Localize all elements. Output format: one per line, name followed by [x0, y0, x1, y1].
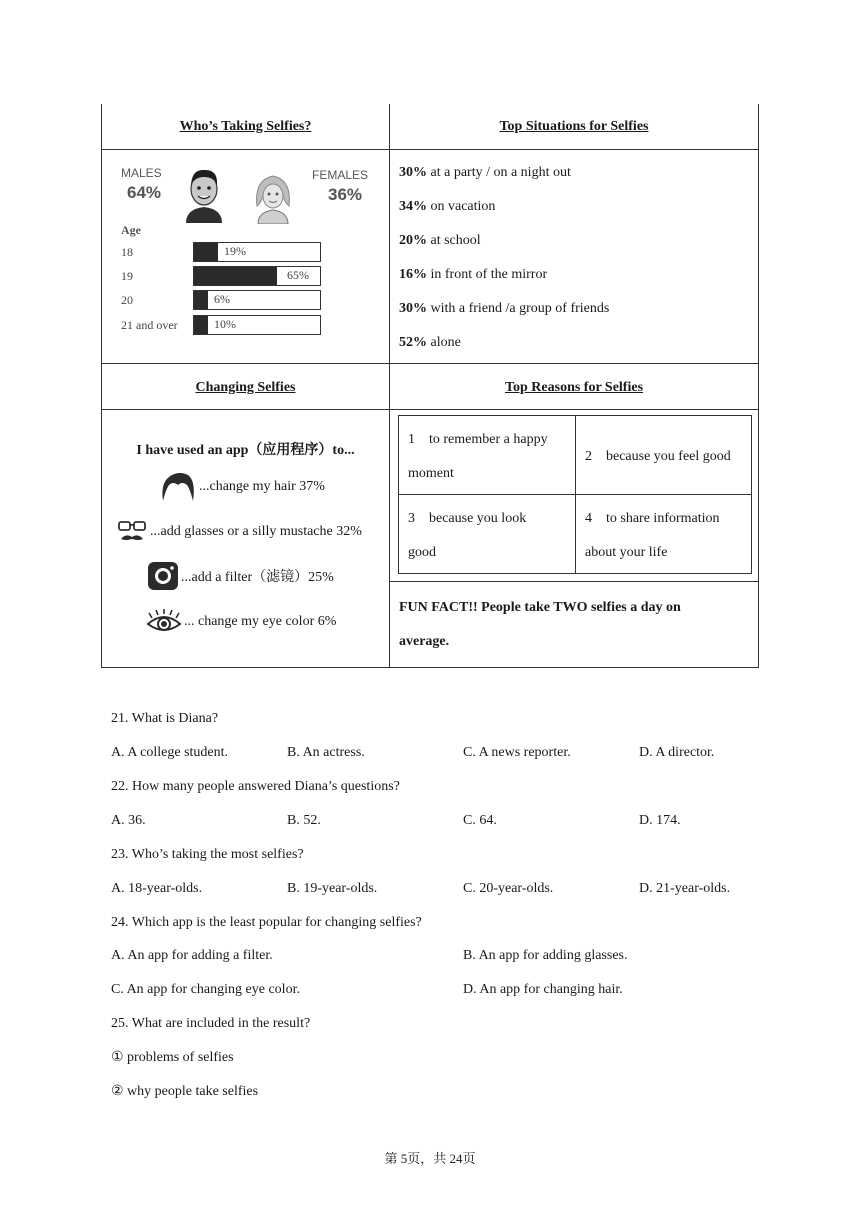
- app-use-text: ...add glasses or a silly mustache 32%: [150, 524, 362, 539]
- app-use-text: ... change my eye color 6%: [184, 614, 337, 629]
- option-22-b[interactable]: B. 52.: [287, 813, 321, 828]
- males-pct: 64%: [127, 183, 162, 202]
- age-bar-label: 18: [121, 245, 133, 259]
- item-25-2[interactable]: ② why people take selfies: [111, 1084, 259, 1099]
- age-bar-pct: 19%: [224, 244, 246, 258]
- situation-item: [399, 165, 571, 181]
- age-bar-fill: [194, 316, 208, 334]
- age-bar-pct: 65%: [287, 268, 309, 282]
- option-22-a[interactable]: A. 36.: [111, 813, 146, 828]
- reason-4: [585, 502, 720, 570]
- reason-number: 2: [585, 449, 592, 464]
- age-bar-label: 20: [121, 293, 133, 307]
- situation-text: on vacation: [430, 199, 496, 214]
- age-bar-pct: 6%: [214, 292, 230, 306]
- app-use-text: ...add a filter（滤镜）25%: [181, 570, 334, 585]
- table-rule: [101, 149, 759, 150]
- question-23: 23. Who’s taking the most selfies?: [111, 847, 304, 862]
- situation-text: at school: [430, 233, 481, 248]
- option-23-b[interactable]: B. 19-year-olds.: [287, 881, 378, 896]
- question-21: 21. What is Diana?: [111, 711, 219, 726]
- situation-pct: 30%: [399, 165, 427, 180]
- app-use-eye: [146, 608, 336, 636]
- reason-number: 3: [408, 511, 415, 526]
- males-label: MALES: [121, 166, 162, 180]
- reason-1: [408, 423, 548, 491]
- age-bar-label: 19: [121, 269, 133, 283]
- app-use-glasses: [117, 519, 362, 545]
- situation-item: [399, 335, 461, 351]
- page-footer: 第 5页，共 24页: [384, 1151, 476, 1166]
- reason-text: moment: [408, 466, 454, 481]
- situation-text: in front of the mirror: [430, 267, 548, 282]
- table-rule: [101, 409, 759, 410]
- female-avatar-icon: [252, 172, 294, 224]
- age-bar-fill: [194, 267, 277, 285]
- option-23-d[interactable]: D. 21-year-olds.: [639, 881, 731, 896]
- age-bar-pct: 10%: [214, 317, 236, 331]
- situation-pct: 34%: [399, 199, 427, 214]
- females-label: FEMALES: [312, 168, 369, 182]
- option-24-a[interactable]: A. An app for adding a filter.: [111, 948, 273, 963]
- changing-header: Changing Selfies: [195, 380, 296, 395]
- who-header: Who’s Taking Selfies?: [179, 119, 312, 134]
- reason-number: 4: [585, 511, 592, 526]
- fun-fact-line: average.: [399, 634, 450, 649]
- glasses-mustache-icon: [117, 519, 147, 545]
- age-label: Age: [121, 223, 141, 237]
- situation-text: alone: [430, 335, 461, 350]
- fun-fact: [399, 591, 681, 659]
- option-23-c[interactable]: C. 20-year-olds.: [463, 881, 554, 896]
- situation-text: at a party / on a night out: [430, 165, 571, 180]
- option-21-d[interactable]: D. A director.: [639, 745, 715, 760]
- situation-item: [399, 301, 609, 317]
- situations-header: Top Situations for Selfies: [499, 119, 649, 134]
- app-intro: I have used an app（应用程序）to...: [136, 443, 355, 458]
- option-22-c[interactable]: C. 64.: [463, 813, 497, 828]
- question-22: 22. How many people answered Diana’s questions?: [111, 779, 400, 794]
- table-rule: [389, 581, 759, 582]
- reason-text: to remember a happy: [429, 432, 548, 447]
- reason-text: good: [408, 545, 436, 560]
- app-use-text: ...change my hair 37%: [199, 479, 325, 494]
- reasons-header: Top Reasons for Selfies: [504, 380, 644, 395]
- females-pct: 36%: [328, 185, 363, 204]
- table-rule: [101, 363, 759, 364]
- age-bar: [193, 266, 321, 286]
- eye-icon: [146, 608, 182, 636]
- option-24-d[interactable]: D. An app for changing hair.: [463, 982, 623, 997]
- situation-pct: 16%: [399, 267, 427, 282]
- situation-item: [399, 199, 495, 215]
- table-border-bottom: [101, 667, 759, 668]
- reason-text: because you feel good: [606, 449, 731, 464]
- situation-pct: 20%: [399, 233, 427, 248]
- reason-2: [585, 440, 731, 474]
- situation-item: [399, 267, 547, 283]
- reason-text: to share information: [606, 511, 720, 526]
- option-21-b[interactable]: B. An actress.: [287, 745, 365, 760]
- option-24-b[interactable]: B. An app for adding glasses.: [463, 948, 628, 963]
- male-avatar-icon: [182, 165, 226, 223]
- camera-icon: [147, 561, 179, 591]
- app-use-filter: [147, 561, 334, 591]
- age-bar-fill: [194, 291, 208, 309]
- age-bar-fill: [194, 243, 218, 261]
- option-24-c[interactable]: C. An app for changing eye color.: [111, 982, 300, 997]
- situation-pct: 52%: [399, 335, 427, 350]
- situation-pct: 30%: [399, 301, 427, 316]
- age-bar: [193, 290, 321, 310]
- item-25-1[interactable]: ① problems of selfies: [111, 1050, 234, 1065]
- app-use-hair: [160, 471, 325, 503]
- fun-fact-line: FUN FACT!! People take TWO selfies a day on: [399, 600, 681, 615]
- hair-icon: [160, 471, 196, 503]
- situation-text: with a friend /a group of friends: [430, 301, 610, 316]
- age-bar: [193, 242, 321, 262]
- reasons-table-divider: [398, 494, 752, 495]
- option-21-a[interactable]: A. A college student.: [111, 745, 229, 760]
- age-bar: [193, 315, 321, 335]
- option-21-c[interactable]: C. A news reporter.: [463, 745, 571, 760]
- reason-3: [408, 502, 526, 570]
- reason-number: 1: [408, 432, 415, 447]
- option-22-d[interactable]: D. 174.: [639, 813, 681, 828]
- situation-item: [399, 233, 481, 249]
- question-25: 25. What are included in the result?: [111, 1016, 311, 1031]
- reason-text: about your life: [585, 545, 668, 560]
- question-24: 24. Which app is the least popular for changing selfies?: [111, 915, 422, 930]
- reason-text: because you look: [429, 511, 527, 526]
- age-bar-label: 21 and over: [121, 318, 178, 332]
- option-23-a[interactable]: A. 18-year-olds.: [111, 881, 203, 896]
